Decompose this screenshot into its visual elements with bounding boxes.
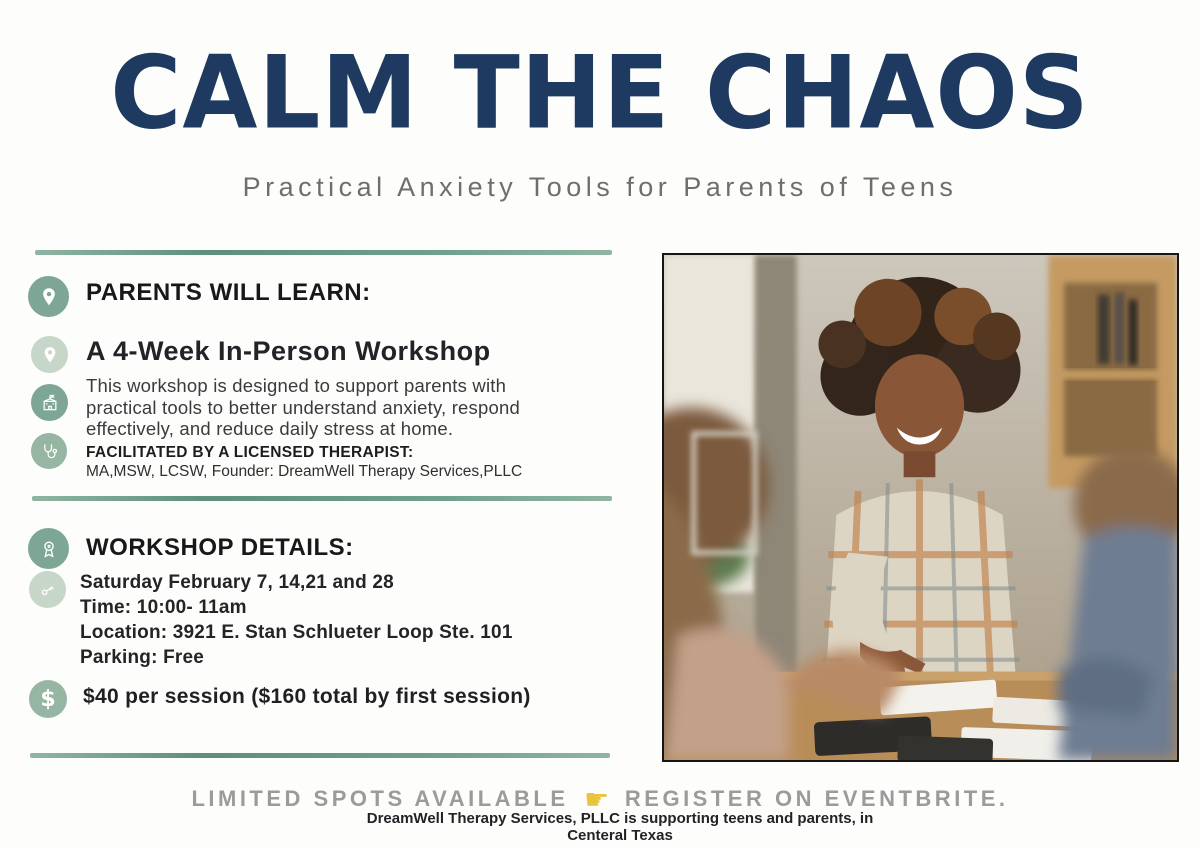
facilitator-heading: FACILITATED BY A LICENSED THERAPIST: (86, 444, 414, 461)
key-icon (29, 571, 66, 608)
location-pin-icon (28, 276, 69, 317)
footer-note (0, 811, 1200, 844)
page-subtitle: Practical Anxiety Tools for Parents of Teens (242, 172, 958, 202)
price-line: $40 per session ($160 total by first session) (83, 685, 531, 708)
cta-right-text: REGISTER ON EVENTBRITE. (624, 786, 1009, 811)
footer-note-line1: DreamWell Therapy Services, PLLC is supporting teens and parents, in (366, 810, 874, 827)
page-title: CALM THE CHAOS (110, 33, 1090, 152)
workshop-description: This workshop is designed to support parents with practical tools to better understand anxiety, respond effectively, and reduce daily stress at home. (86, 375, 520, 440)
workshop-photo-illustration (664, 255, 1177, 760)
facilitator-credentials: MA,MSW, LCSW, Founder: DreamWell Therapy Services,PLLC (86, 463, 523, 480)
workshop-detail-lines (80, 570, 513, 670)
dollar-glyph: $ (40, 686, 56, 712)
detail-time: Time: 10:00- 11am (80, 597, 247, 618)
footer-note-line2: Centeral Texas (567, 826, 673, 844)
award-ribbon-icon (28, 528, 69, 569)
workshop-photo (662, 253, 1179, 762)
divider-top (35, 250, 612, 255)
cta-left-text: LIMITED SPOTS AVAILABLE (191, 786, 569, 811)
workshop-title: A 4-Week In-Person Workshop (86, 336, 491, 366)
detail-dates: Saturday February 7, 14,21 and 28 (80, 572, 394, 593)
school-building-icon (31, 384, 68, 421)
stethoscope-icon (31, 433, 67, 469)
pointing-hand-icon: ☛ (584, 783, 610, 816)
detail-location: Location: 3921 E. Stan Schlueter Loop Ste. 101 (80, 622, 513, 643)
dollar-sign-icon (29, 680, 67, 718)
learn-section-heading: PARENTS WILL LEARN: (86, 279, 371, 306)
details-section-heading: WORKSHOP DETAILS: (86, 534, 354, 561)
location-pin-light-icon (31, 336, 68, 373)
divider-middle (32, 496, 612, 501)
detail-parking: Parking: Free (80, 647, 205, 668)
divider-bottom (30, 753, 610, 758)
